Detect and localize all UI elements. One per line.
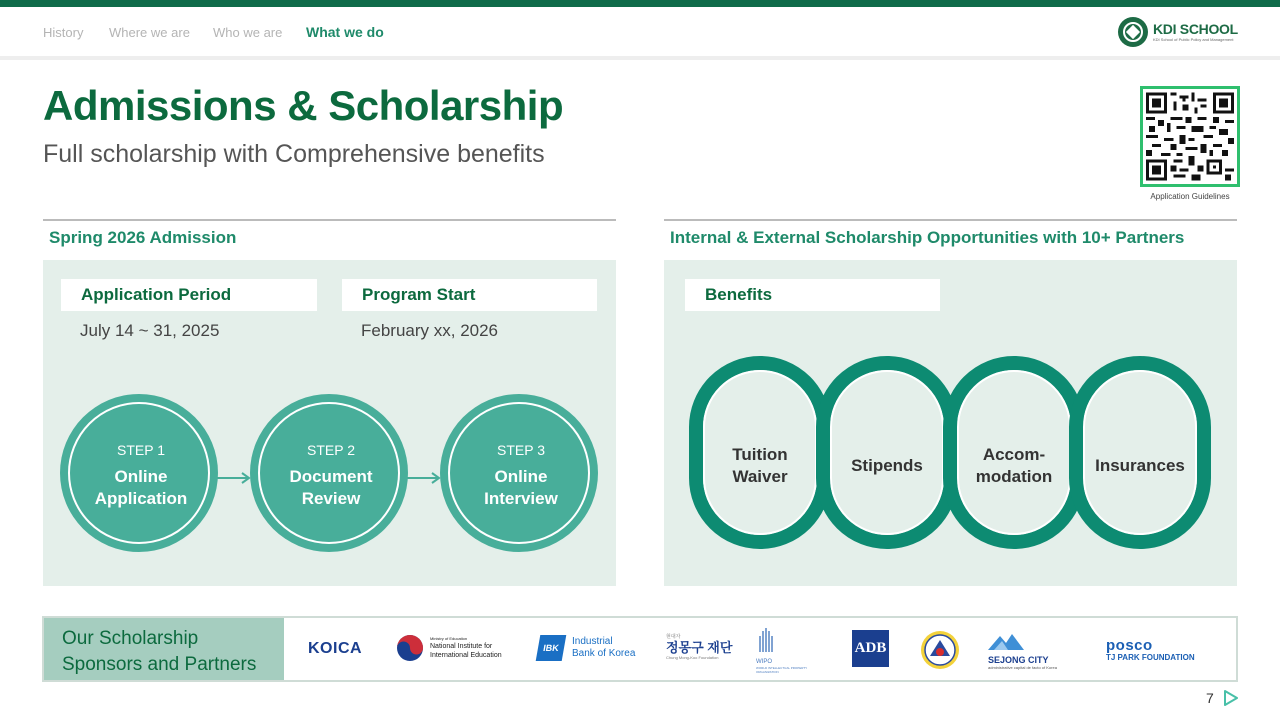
partner-wipo[interactable] [756,628,820,674]
benefit-line1: Tuition [732,445,788,464]
benefit-stipends [816,356,958,549]
scholarship-divider [664,219,1237,221]
application-period-label: Application Period [61,279,317,311]
step-name-line2: Application [94,489,188,508]
sponsor-bar [42,616,1238,682]
arrow-right-icon [216,472,252,484]
admission-divider [43,219,616,221]
partner-posco[interactable] [1106,638,1195,663]
admission-heading: Spring 2026 Admission [49,228,237,247]
benefit-line1: Stipends [851,456,923,475]
chung-title: 정몽구 재단 [666,640,733,655]
top-navigation [0,7,1280,60]
chung-en: Chung Mong-Koo Foundation [666,655,719,660]
top-accent-bar [0,0,1280,7]
wipo-emblem-icon [756,628,776,654]
page-title: Admissions & Scholarship [43,82,564,129]
logo-title: KDI SCHOOL [1153,20,1238,37]
logo-subtitle: KDI School of Public Policy and Management [1153,36,1234,42]
application-period-value: July 14 ~ 31, 2025 [80,321,220,340]
posco-title: posco [1106,637,1153,654]
partner-chung-mong-koo[interactable] [666,634,732,661]
chung-small: 현대자 [666,634,681,640]
step-name-line1: Document [289,467,373,486]
university-seal-icon [920,630,960,670]
benefit-line1: Accom- [982,445,1046,464]
step-name-line1: Online [114,467,168,486]
step-name-line1: Online [494,467,548,486]
nav-who-we-are[interactable]: Who we are [213,25,283,40]
scholarship-heading: Internal & External Scholarship Opportunities with 10+ Partners [670,228,1185,247]
benefit-line2: Waiver [732,467,788,486]
ibk-line2: Bank of Korea [572,648,636,659]
wipo-label: WIPO [756,659,772,665]
partner-niied[interactable] [396,634,502,662]
qr-code-icon [1146,92,1234,181]
sponsor-label-line2: Sponsors and Partners [62,654,257,675]
program-start-value: February xx, 2026 [361,321,499,340]
sejong-mountain-icon [988,632,1024,650]
sejong-subtitle: administrative capital de facto of Korea [988,665,1057,670]
nav-where-we-are[interactable]: Where we are [109,25,190,40]
taegeuk-icon [396,634,424,662]
niied-line1: National Institute for [430,643,493,650]
partner-sejong[interactable] [988,632,1057,671]
step-document-review [250,394,408,552]
sejong-title: SEJONG CITY [988,655,1049,665]
kdi-emblem-icon [1118,17,1148,47]
page-number: 7 [1206,690,1214,706]
step-online-interview [440,394,598,552]
step-name-line2: Review [301,489,361,508]
qr-caption: Application Guidelines [1150,192,1230,201]
partner-koica[interactable]: KOICA [308,640,363,657]
arrow-right-icon [406,472,442,484]
step-online-application [60,394,218,552]
benefit-tuition-waiver [689,356,831,549]
kdi-school-logo[interactable] [1118,17,1238,47]
posco-subtitle: TJ PARK FOUNDATION [1106,653,1195,662]
partner-adb[interactable]: ADB [852,630,889,667]
step-number: STEP 1 [117,442,165,458]
benefit-insurances [1069,356,1211,549]
ibk-line1: Industrial [572,636,613,647]
step-number: STEP 3 [497,442,545,458]
partner-emblem[interactable] [920,630,960,675]
program-start-label: Program Start [342,279,597,311]
benefits-label: Benefits [685,279,940,311]
benefit-accommodation [943,356,1085,549]
benefit-line1: Insurances [1095,456,1185,475]
niied-line2: International Education [430,652,502,659]
page-subtitle: Full scholarship with Comprehensive benefits [43,140,545,168]
sponsor-label-line1: Our Scholarship [62,628,199,649]
wipo-subtitle: WORLD INTELLECTUAL PROPERTY ORGANIZATION [756,666,808,674]
step-name-line2: Interview [484,489,558,508]
sponsor-label [44,618,284,680]
qr-code[interactable] [1140,86,1240,187]
benefit-line2: modation [975,467,1053,486]
next-slide-icon[interactable] [1223,690,1239,706]
niied-ministry: Ministry of Education [430,636,468,641]
nav-what-we-do[interactable]: What we do [306,24,384,40]
step-number: STEP 2 [307,442,355,458]
partner-ibk[interactable] [538,635,635,661]
ibk-logo-icon: IBK [536,635,567,661]
nav-history[interactable]: History [43,25,84,40]
